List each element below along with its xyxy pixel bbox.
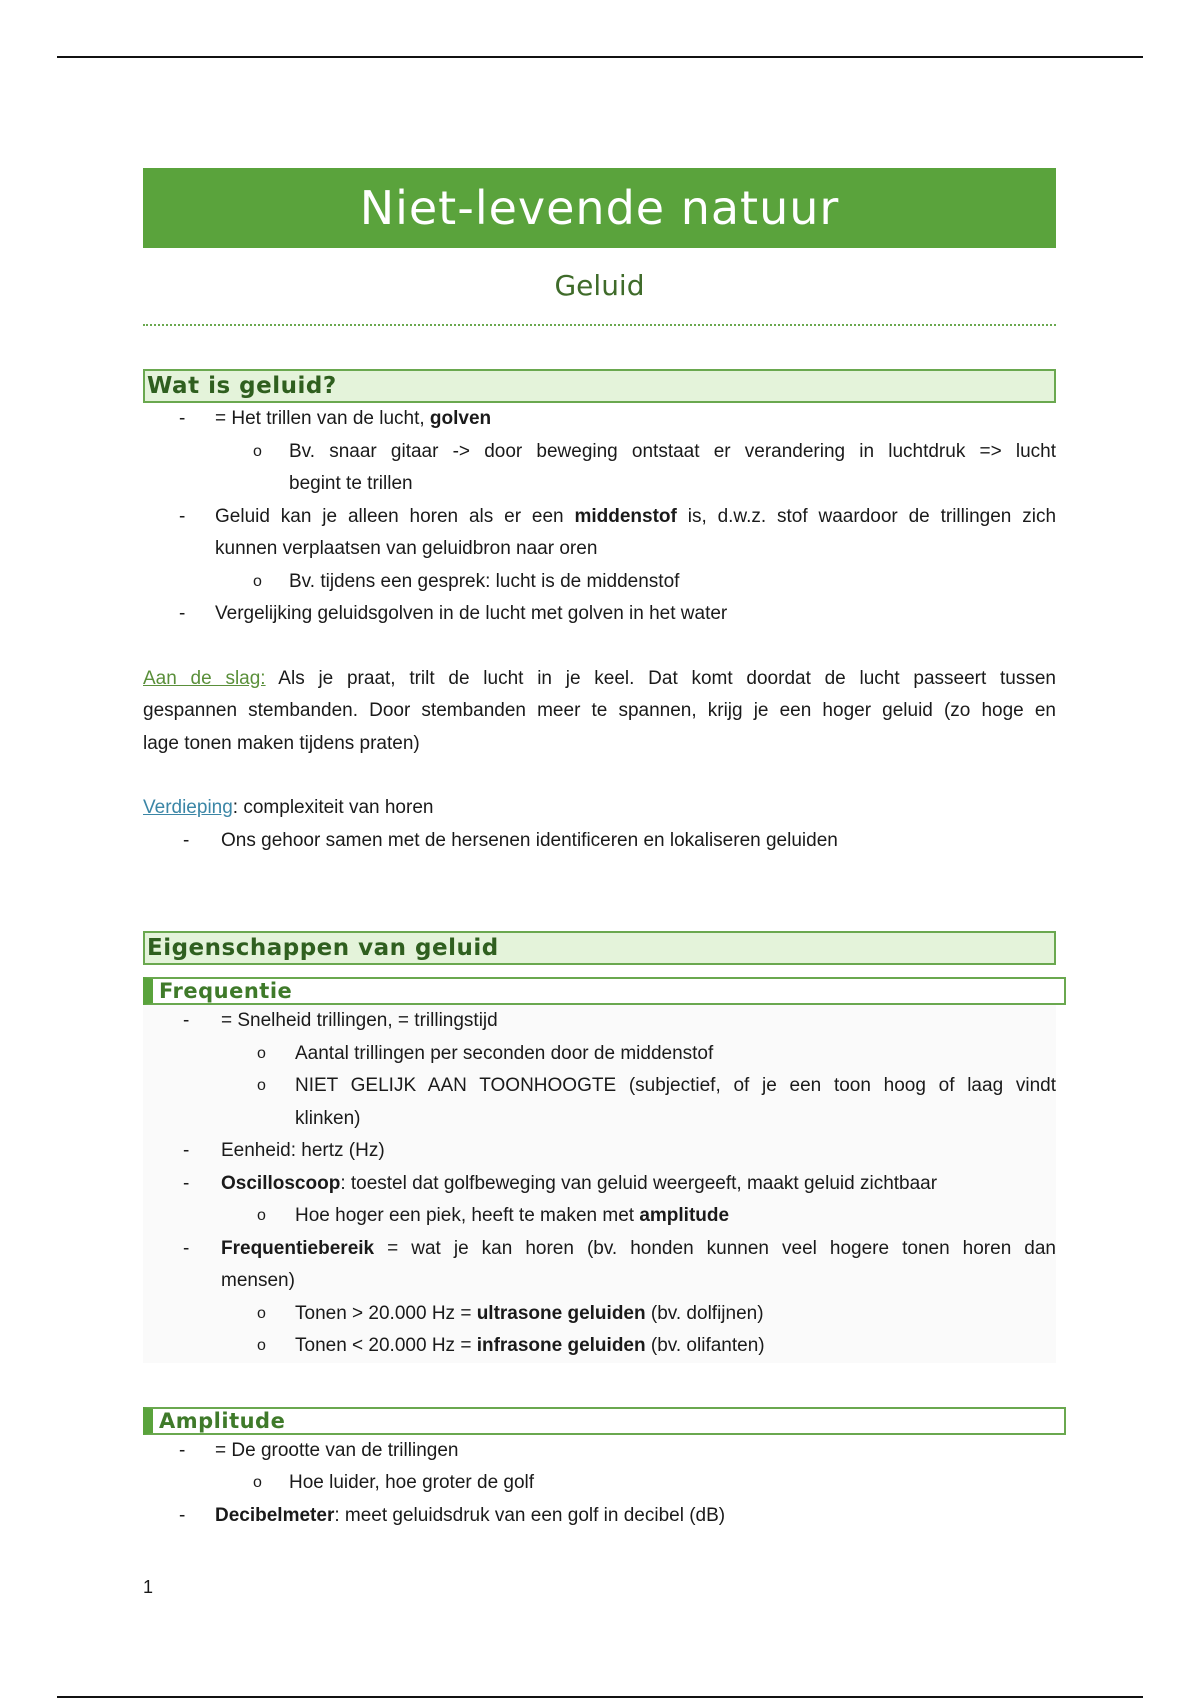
list-item: - Ons gehoor samen met de hersenen identificeren en lokaliseren geluiden: [183, 829, 838, 851]
list-item: - Eenheid: hertz (Hz): [183, 1140, 385, 1161]
list-item: o Aantal trillingen per seconden door de middenstof: [257, 1042, 714, 1064]
heading-amplitude: Amplitude: [143, 1407, 1066, 1435]
document-title: Niet-levende natuur: [143, 168, 1056, 248]
list-item: o Bv. snaar gitaar -> door beweging ontstaat er verandering in luchtdruk => lucht: [253, 440, 1056, 462]
aan-de-slag-paragraph: Aan de slag: Als je praat, trilt de lucht in je keel. Dat komt doordat de lucht passeert tussen gespannen stembanden. Door stembanden meer te spannen, krijg je een hoger geluid (zo hoge en lage tonen maken tijdens praten): [143, 667, 1056, 754]
list-item: o NIET GELIJK AAN TOONHOOGTE (subjectief, of je een toon hoog of laag vindt: [257, 1075, 1056, 1096]
verdieping-link[interactable]: Verdieping: [143, 797, 233, 818]
list-item-continuation: kunnen verplaatsen van geluidbron naar oren: [215, 538, 598, 559]
list-item: - = De grootte van de trillingen: [179, 1439, 459, 1461]
list-item: - Vergelijking geluidsgolven in de lucht met golven in het water: [179, 603, 728, 624]
list-item-continuation: begint te trillen: [289, 473, 413, 494]
list-item: o Tonen > 20.000 Hz = ultrasone geluiden (bv. dolfijnen): [257, 1302, 764, 1324]
aan-de-slag-link[interactable]: Aan de slag:: [143, 667, 266, 689]
list-item: - Frequentiebereik = wat je kan horen (bv. honden kunnen veel hogere tonen horen dan: [183, 1237, 1056, 1259]
verdieping-line: Verdieping: complexiteit van horen: [143, 797, 434, 818]
footer-rule: [57, 1696, 1143, 1698]
list-item: - = Het trillen van de lucht, golven: [179, 408, 492, 429]
list-item: o Tonen < 20.000 Hz = infrasone geluiden (bv. olifanten): [257, 1335, 765, 1356]
list-item: - Oscilloscoop: toestel dat golfbeweging van geluid weergeeft, maakt geluid zichtbaar: [183, 1172, 938, 1194]
document-subtitle: Geluid: [554, 269, 645, 302]
list-item: - Geluid kan je alleen horen als er een middenstof is, d.w.z. stof waardoor de trillingen zich: [179, 505, 1057, 527]
heading-frequentie: Frequentie: [143, 977, 1066, 1005]
heading-eigenschappen: Eigenschappen van geluid: [143, 931, 1056, 965]
list-item: o Hoe hoger een piek, heeft te maken met amplitude: [257, 1205, 730, 1226]
list-item: - = Snelheid trillingen, = trillingstijd: [183, 1010, 498, 1031]
page-content: [143, 168, 1056, 1532]
page-number: 1: [143, 1577, 154, 1597]
list-item-continuation: mensen): [221, 1270, 295, 1291]
list-item-continuation: klinken): [295, 1107, 361, 1129]
header-rule: [57, 56, 1143, 58]
list-item: - Decibelmeter: meet geluidsdruk van een golf in decibel (dB): [179, 1504, 726, 1526]
list-item: o Bv. tijdens een gesprek: lucht is de middenstof: [253, 570, 680, 592]
list-item: o Hoe luider, hoe groter de golf: [253, 1472, 535, 1493]
heading-wat-is-geluid: Wat is geluid?: [143, 369, 1056, 403]
